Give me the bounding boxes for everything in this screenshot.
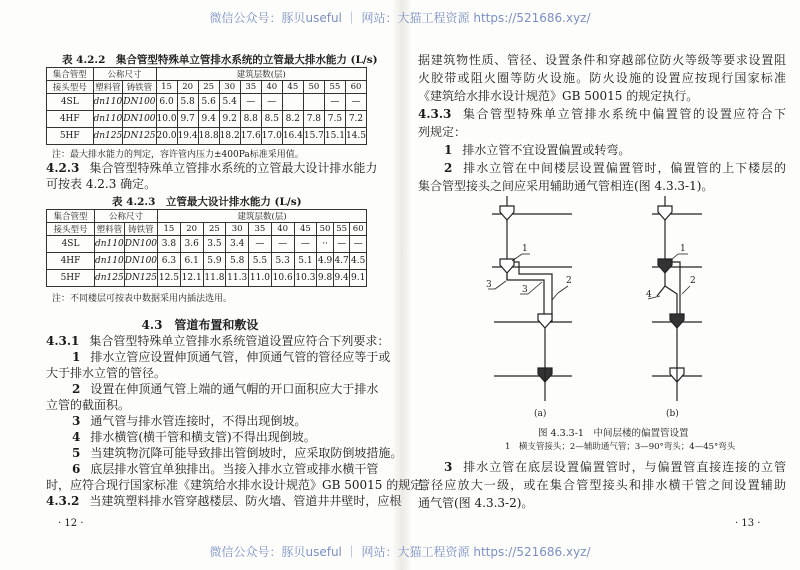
text-line bbox=[46, 477, 435, 493]
line-text: 通气管与排水管连接时，不得出现倒坡。 bbox=[90, 414, 307, 428]
line-text: 集合管型特殊单立管排水系统的立管最大设计排水能力 bbox=[89, 161, 378, 175]
right-top-text bbox=[418, 51, 786, 195]
cell-value: — bbox=[271, 236, 294, 253]
header-floor: 60 bbox=[350, 223, 367, 236]
header-floor: 25 bbox=[198, 81, 219, 94]
header-floor: 50 bbox=[317, 223, 334, 236]
line-text: 通气管(图 4.3.3-2)。 bbox=[418, 496, 534, 510]
cell-value: — bbox=[294, 236, 317, 253]
cell-value: — bbox=[333, 236, 350, 253]
text-line bbox=[418, 159, 786, 177]
cell-value: 19.4 bbox=[177, 128, 198, 145]
cell-value: 11.8 bbox=[203, 270, 226, 287]
clause-number: 4.2.3 bbox=[46, 161, 80, 175]
page-number-right: · 13 · bbox=[735, 518, 761, 529]
cell-value: 7.8 bbox=[303, 111, 324, 128]
header-floor: 35 bbox=[240, 81, 261, 94]
label-3a: 3 bbox=[486, 280, 492, 290]
header-type: 集合管型 bbox=[47, 210, 95, 223]
cell-iron: DN100 bbox=[124, 253, 157, 270]
header-floors: 建筑层数(层) bbox=[156, 68, 366, 81]
watermark-bottom: 微信公众号：豚贝useful ｜ 网站：大猫工程资源 https://521686.xyz/ bbox=[209, 545, 591, 559]
cell-value: 16.4 bbox=[282, 128, 303, 145]
cell-value: 5.6 bbox=[198, 94, 219, 111]
figure-legend: 1 横支管接头；2—辅助通气管；3—90°弯头；4—45°弯头 bbox=[505, 442, 736, 452]
header-row bbox=[47, 223, 367, 236]
section-title: 4.3 管道布置和敷设 bbox=[141, 318, 259, 332]
line-text: 《建筑给水排水设计规范》GB 50015 的规定执行。 bbox=[418, 89, 699, 103]
header-floor: 15 bbox=[156, 81, 177, 94]
figure-caption: 图 4.3.3-1 中间层楼的偏置管设置 bbox=[538, 428, 689, 439]
cell-value: 14.5 bbox=[345, 128, 366, 145]
cell-value: — bbox=[240, 94, 261, 111]
cell-plastic: dn110 bbox=[95, 253, 125, 270]
line-text: 管径应放大一级，或在集合管型接头和排水横干管之间设置辅助 bbox=[418, 478, 786, 492]
line-text: 火胶带或阻火圈等防火设施。防火设施的设置应按现行国家标准 bbox=[418, 71, 786, 85]
line-text: 立管的截面积。 bbox=[46, 398, 131, 412]
header-floor: 20 bbox=[177, 81, 198, 94]
table-row bbox=[47, 111, 367, 128]
cell-plastic: dn125 bbox=[93, 128, 123, 145]
text-line bbox=[418, 105, 786, 123]
table-4-2-3-note: 注：不同楼层可按表中数据采用内插法选用。 bbox=[52, 294, 233, 304]
cell-value: 20.0 bbox=[156, 128, 177, 145]
clause-number: 4.3.2 bbox=[46, 494, 80, 508]
label-2a: 2 bbox=[566, 276, 572, 286]
table-row bbox=[47, 94, 367, 111]
header-floor: 55 bbox=[324, 81, 345, 94]
table-4-2-2-note: 注：最大排水能力的判定，容许管内压力±400Pa标准采用值。 bbox=[52, 150, 304, 160]
header-floor: 45 bbox=[282, 81, 303, 94]
header-type: 集合管型 bbox=[47, 68, 94, 81]
cell-plastic: dn110 bbox=[93, 94, 123, 111]
line-text: 大于排水立管的管径。 bbox=[46, 366, 167, 380]
label-b: (b) bbox=[666, 409, 679, 419]
cell-iron: DN100 bbox=[123, 111, 156, 128]
table-4-2-3 bbox=[46, 209, 367, 287]
table-row bbox=[47, 270, 367, 287]
table-row bbox=[47, 236, 367, 253]
cell-iron: DN100 bbox=[124, 236, 157, 253]
line-text: 据建筑物性质、管径、设置条件和穿越部位防火等级等要求设置阻 bbox=[418, 53, 786, 67]
header-floor: 20 bbox=[180, 223, 203, 236]
cell-value: 8.5 bbox=[261, 111, 282, 128]
cell-value: 9.2 bbox=[219, 111, 240, 128]
cell-value: 8.2 bbox=[282, 111, 303, 128]
cell-value: 15.1 bbox=[324, 128, 345, 145]
cell-value: 12.1 bbox=[180, 270, 203, 287]
cell-value: 3.6 bbox=[180, 236, 203, 253]
cell-type: 5HF bbox=[47, 128, 94, 145]
text-line bbox=[46, 493, 402, 509]
text-line bbox=[418, 141, 786, 159]
cell-plastic: dn110 bbox=[93, 111, 123, 128]
cell-value: 3.4 bbox=[226, 236, 249, 253]
text-line bbox=[46, 461, 379, 477]
header-row bbox=[47, 210, 367, 223]
cell-value bbox=[282, 94, 303, 111]
cell-type: 4HF bbox=[47, 111, 94, 128]
cell-value: 18.8 bbox=[198, 128, 219, 145]
text-line bbox=[46, 429, 368, 445]
header-floor: 30 bbox=[219, 81, 240, 94]
line-text: 当建筑物沉降可能导致排出管倒坡时，应采取防倒坡措施。 bbox=[90, 446, 403, 460]
header-row bbox=[47, 81, 367, 94]
cell-value: ·· bbox=[317, 236, 334, 253]
header-size: 公称尺寸 bbox=[95, 210, 158, 223]
header-size: 公称尺寸 bbox=[93, 68, 156, 81]
cell-value: — bbox=[350, 236, 367, 253]
line-text: 排水立管应设置伸顶通气管，伸顶通气管的管径应等于或 bbox=[90, 350, 391, 364]
cell-type: 4SL bbox=[47, 236, 95, 253]
clause-number: 6 bbox=[72, 462, 81, 476]
cell-value: 12.5 bbox=[158, 270, 181, 287]
header-floor: 25 bbox=[203, 223, 226, 236]
para-line bbox=[46, 160, 378, 176]
text-line bbox=[418, 177, 786, 195]
header-plastic: 塑料管 bbox=[93, 81, 123, 94]
cell-value bbox=[303, 94, 324, 111]
cell-value: 7.5 bbox=[324, 111, 345, 128]
line-text: 排水立管在底层设置偏置管时，与偏置管直接连接的立管 bbox=[462, 460, 786, 474]
label-3b: 3 bbox=[522, 285, 528, 295]
cell-value: 4.7 bbox=[333, 253, 350, 270]
clause-number: 2 bbox=[72, 382, 81, 396]
cell-value: 9.4 bbox=[333, 270, 350, 287]
cell-value: 5.1 bbox=[294, 253, 317, 270]
header-row bbox=[47, 68, 367, 81]
header-floor: 35 bbox=[249, 223, 272, 236]
cell-value: 9.4 bbox=[198, 111, 219, 128]
cell-value: 10.6 bbox=[271, 270, 294, 287]
table-row bbox=[47, 128, 367, 145]
cell-value: — bbox=[261, 94, 282, 111]
text-line bbox=[46, 349, 391, 365]
clause-number: 4.3.3 bbox=[418, 107, 452, 121]
header-floor: 55 bbox=[333, 223, 350, 236]
text-line bbox=[418, 69, 786, 87]
header-floor: 45 bbox=[294, 223, 317, 236]
cell-value: 6.1 bbox=[180, 253, 203, 270]
label-4: 4 bbox=[646, 290, 652, 300]
cell-type: 5HF bbox=[47, 270, 95, 287]
cell-value: 5.4 bbox=[219, 94, 240, 111]
para-4-2-3 bbox=[46, 160, 378, 192]
text-line bbox=[418, 123, 786, 141]
cell-value: 5.9 bbox=[203, 253, 226, 270]
header-floor: 50 bbox=[303, 81, 324, 94]
header-floor: 60 bbox=[345, 81, 366, 94]
cell-value: 17.6 bbox=[240, 128, 261, 145]
line-text: 列规定： bbox=[418, 125, 467, 139]
cell-value: 3.5 bbox=[203, 236, 226, 253]
table-4-2-2-caption: 表 4.2.2 集合管型特殊单立管排水系统的立管最大排水能力 (L/s) bbox=[62, 54, 378, 66]
cell-value: 5.5 bbox=[249, 253, 272, 270]
cell-value: 7.2 bbox=[345, 111, 366, 128]
cell-value: 9.7 bbox=[177, 111, 198, 128]
text-line bbox=[46, 333, 390, 349]
cell-value: — bbox=[249, 236, 272, 253]
text-line bbox=[418, 494, 786, 512]
line-text: 排水横管(横干管和横支管)不得出现倒坡。 bbox=[90, 430, 316, 444]
cell-value: 15.7 bbox=[303, 128, 324, 145]
cell-value: 4.9 bbox=[317, 253, 334, 270]
line-text: 时，应符合现行国家标准《建筑给水排水设计规范》GB 50015 的规定。 bbox=[46, 478, 435, 492]
header-plastic: 塑料管 bbox=[95, 223, 125, 236]
line-text: 集合管型特殊单立管排水系统中偏置管的设置应符合下 bbox=[461, 107, 786, 121]
cell-value: 5.3 bbox=[271, 253, 294, 270]
para-line: 可按表 4.2.3 确定。 bbox=[46, 177, 157, 191]
clause-number: 4.3.1 bbox=[46, 334, 80, 348]
cell-iron: DN100 bbox=[123, 94, 156, 111]
cell-value: 8.8 bbox=[240, 111, 261, 128]
cell-value: 11.0 bbox=[249, 270, 272, 287]
cell-type: 4HF bbox=[47, 253, 95, 270]
clause-number: 2 bbox=[444, 161, 453, 175]
text-line bbox=[46, 413, 368, 429]
line-text: 集合管型特殊单立管排水系统管道设置应符合下列要求： bbox=[89, 334, 390, 348]
cell-iron: DN125 bbox=[123, 128, 156, 145]
cell-value: 10.0 bbox=[156, 111, 177, 128]
diagram-a bbox=[488, 196, 572, 401]
clause-number: 5 bbox=[72, 446, 81, 460]
line-text: 排水立管在中间楼层设置偏置管时，偏置管的上下楼层的 bbox=[462, 161, 786, 175]
header-floor: 15 bbox=[158, 223, 181, 236]
header-type2: 接头型号 bbox=[47, 81, 94, 94]
line-text: 设置在伸顶通气管上端的通气帽的开口面积应大于排水 bbox=[90, 382, 379, 396]
clause-number: 4 bbox=[72, 430, 81, 444]
diagram-b bbox=[648, 196, 702, 401]
text-line bbox=[418, 458, 786, 476]
text-line bbox=[46, 397, 368, 413]
cell-value: 3.8 bbox=[158, 236, 181, 253]
line-text: 集合管型接头之间应采用辅助通气管相连(图 4.3.3-1)。 bbox=[418, 179, 714, 193]
cell-value: 18.2 bbox=[219, 128, 240, 145]
section-4-3-text bbox=[46, 333, 435, 509]
cell-value: 17.0 bbox=[261, 128, 282, 145]
header-floor: 30 bbox=[226, 223, 249, 236]
line-text: 排水立管不宜设置偏置或转弯。 bbox=[462, 143, 631, 157]
cell-iron: DN125 bbox=[124, 270, 157, 287]
cell-value: 9.8 bbox=[317, 270, 334, 287]
clause-number: 3 bbox=[72, 414, 81, 428]
label-1a: 1 bbox=[522, 244, 528, 254]
header-iron: 铸铁管 bbox=[123, 81, 156, 94]
line-text: 底层排水管宜单独排出。当接入排水立管或排水横干管 bbox=[90, 462, 379, 476]
cell-value: 6.3 bbox=[158, 253, 181, 270]
header-iron: 铸铁管 bbox=[124, 223, 157, 236]
table-4-2-2 bbox=[46, 67, 367, 145]
label-1b: 1 bbox=[680, 244, 686, 254]
page-number-left: · 12 · bbox=[58, 518, 84, 529]
header-floor: 40 bbox=[261, 81, 282, 94]
figure-4-3-3-1 bbox=[470, 196, 760, 421]
cell-value: — bbox=[324, 94, 345, 111]
text-line bbox=[46, 381, 379, 397]
cell-value: 6.0 bbox=[156, 94, 177, 111]
text-line bbox=[46, 365, 368, 381]
header-type2: 接头型号 bbox=[47, 223, 95, 236]
header-floors: 建筑层数(层) bbox=[158, 210, 367, 223]
table-4-2-3-caption: 表 4.2.3 立管最大设计排水能力 (L/s) bbox=[112, 196, 302, 208]
line-text: 当建筑塑料排水管穿越楼层、防火墙、管道井井壁时，应根 bbox=[89, 494, 402, 508]
cell-value: 5.8 bbox=[177, 94, 198, 111]
cell-plastic: dn125 bbox=[95, 270, 125, 287]
clause-number: 1 bbox=[72, 350, 81, 364]
clause-number: 3 bbox=[444, 460, 453, 474]
cell-value: 10.3 bbox=[294, 270, 317, 287]
text-line bbox=[418, 87, 786, 105]
text-line bbox=[46, 445, 403, 461]
cell-value: 11.3 bbox=[226, 270, 249, 287]
table-row bbox=[47, 253, 367, 270]
watermark-top: 微信公众号：豚贝useful ｜ 网站：大猫工程资源 https://521686.xyz/ bbox=[209, 11, 591, 25]
text-line bbox=[418, 51, 786, 69]
right-bottom-text bbox=[418, 458, 786, 512]
label-2b: 2 bbox=[690, 276, 696, 286]
cell-plastic: dn110 bbox=[95, 236, 125, 253]
cell-value: — bbox=[345, 94, 366, 111]
header-floor: 40 bbox=[271, 223, 294, 236]
label-a: (a) bbox=[534, 409, 547, 419]
cell-value: 5.8 bbox=[226, 253, 249, 270]
text-line bbox=[418, 476, 786, 494]
cell-value: 4.5 bbox=[350, 253, 367, 270]
cell-value: 9.1 bbox=[350, 270, 367, 287]
clause-number: 1 bbox=[444, 143, 453, 157]
cell-type: 4SL bbox=[47, 94, 94, 111]
